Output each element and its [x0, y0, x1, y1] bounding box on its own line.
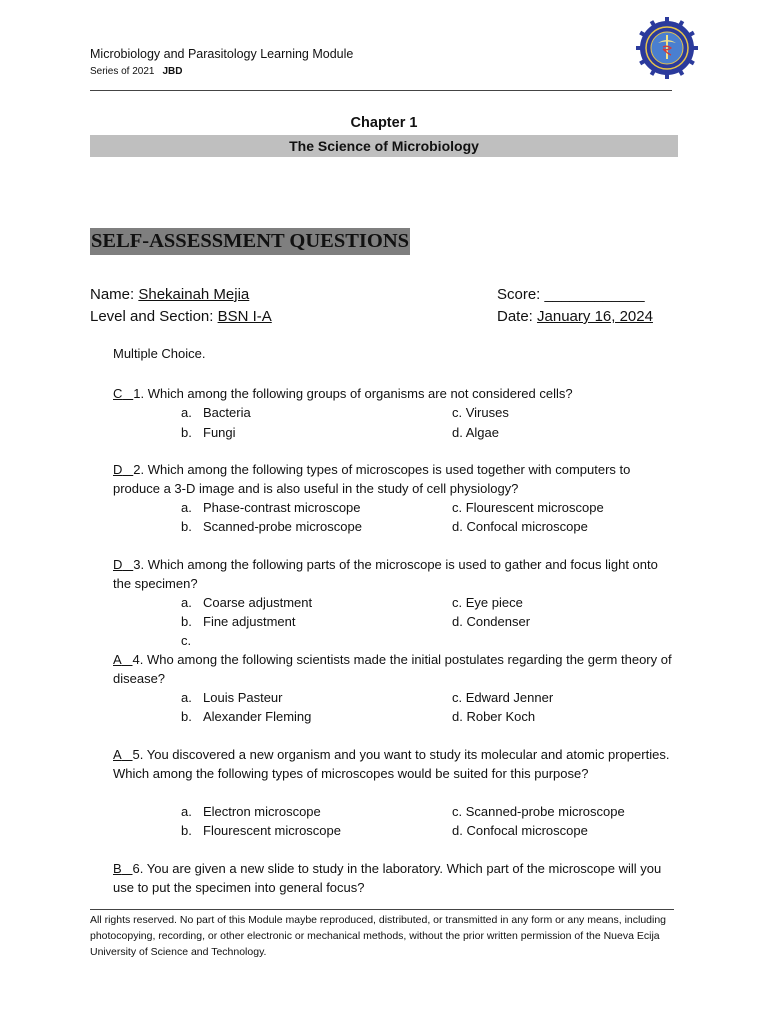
instructions: Multiple Choice.	[113, 346, 206, 361]
name-row	[90, 286, 249, 303]
question-4-text: 4. Who among the following scientists made the initial postulates regarding the germ theory of disease?	[113, 652, 672, 686]
answer-1: C	[113, 386, 123, 401]
date-label: Date:	[497, 308, 533, 325]
author-initials: JBD	[162, 66, 183, 77]
q5-option-b: b. Flourescent microscope	[181, 823, 341, 838]
q3-option-b: b. Fine adjustment	[181, 614, 296, 629]
footer-divider	[90, 909, 674, 910]
question-4	[113, 650, 679, 688]
level-label: Level and Section:	[90, 308, 214, 325]
date-row	[497, 308, 653, 325]
answer-2: D	[113, 462, 123, 477]
q5-option-a: a. Electron microscope	[181, 804, 321, 819]
q1-option-c: c. Viruses	[452, 405, 509, 420]
module-series	[90, 66, 183, 77]
series-text: Series of 2021	[90, 66, 155, 77]
question-2	[113, 460, 679, 498]
question-6	[113, 859, 679, 897]
q1-option-a: a. Bacteria	[181, 405, 251, 420]
answer-4: A	[113, 652, 122, 667]
q2-option-c: c. Flourescent microscope	[452, 500, 604, 515]
q3-option-extra: c.	[181, 633, 192, 648]
date-value: January 16, 2024	[537, 308, 653, 325]
q4-option-c: c. Edward Jenner	[452, 690, 554, 705]
name-label: Name:	[90, 286, 135, 303]
answer-3: D	[113, 557, 123, 572]
q1-option-d: d. Algae	[452, 425, 499, 440]
header-divider	[90, 90, 672, 91]
section-title: SELF-ASSESSMENT QUESTIONS	[90, 228, 410, 255]
question-3	[113, 555, 679, 593]
level-value: BSN I-A	[217, 308, 272, 325]
question-6-text: 6. You are given a new slide to study in the laboratory. Which part of the microscope will you use to put the specimen into general focus?	[113, 861, 662, 895]
answer-5: A	[113, 747, 122, 762]
chapter-subtitle: The Science of Microbiology	[90, 135, 678, 157]
question-1-text: 1. Which among the following groups of organisms are not considered cells?	[133, 386, 573, 401]
question-2-text: 2. Which among the following types of microscopes is used together with computers to produce a 3-D image and is also useful in the study of cell physiology?	[113, 462, 631, 496]
level-row	[90, 308, 272, 325]
name-value: Shekainah Mejia	[138, 286, 250, 303]
q1-option-b: b. Fungi	[181, 425, 236, 440]
chapter-label: Chapter 1	[350, 115, 418, 131]
q2-option-d: d. Confocal microscope	[452, 519, 588, 534]
q3-option-d: d. Condenser	[452, 614, 531, 629]
q4-option-d: d. Rober Koch	[452, 709, 536, 724]
q3-option-a: a. Coarse adjustment	[181, 595, 313, 610]
q3-option-c: c. Eye piece	[452, 595, 523, 610]
q4-option-a: a. Louis Pasteur	[181, 690, 283, 705]
university-seal-logo	[636, 17, 698, 79]
score-row	[497, 286, 645, 303]
question-3-text: 3. Which among the following parts of the microscope is used to gather and focus light onto the specimen?	[113, 557, 658, 591]
question-1	[113, 384, 679, 403]
module-title: Microbiology and Parasitology Learning Module	[90, 47, 354, 61]
q2-option-b: b. Scanned-probe microscope	[181, 519, 362, 534]
score-blank: ____________	[544, 286, 645, 303]
q5-option-c: c. Scanned-probe microscope	[452, 804, 625, 819]
answer-6: B	[113, 861, 122, 876]
question-5	[113, 745, 679, 783]
copyright-notice: All rights reserved. No part of this Module maybe reproduced, distributed, or transmitted in any form or any means, including photocopying, recording, or other electronic or mechanical methods, without the prior written permission of the Nueva Ecija University of Science and Technology.	[90, 914, 667, 958]
question-5-text: 5. You discovered a new organism and you want to study its molecular and atomic properties. Which among the following types of microscopes would be suited for this purpose?	[113, 747, 670, 781]
q2-option-a: a. Phase-contrast microscope	[181, 500, 361, 515]
q5-option-d: d. Confocal microscope	[452, 823, 588, 838]
q4-option-b: b. Alexander Fleming	[181, 709, 312, 724]
score-label: Score:	[497, 286, 541, 303]
